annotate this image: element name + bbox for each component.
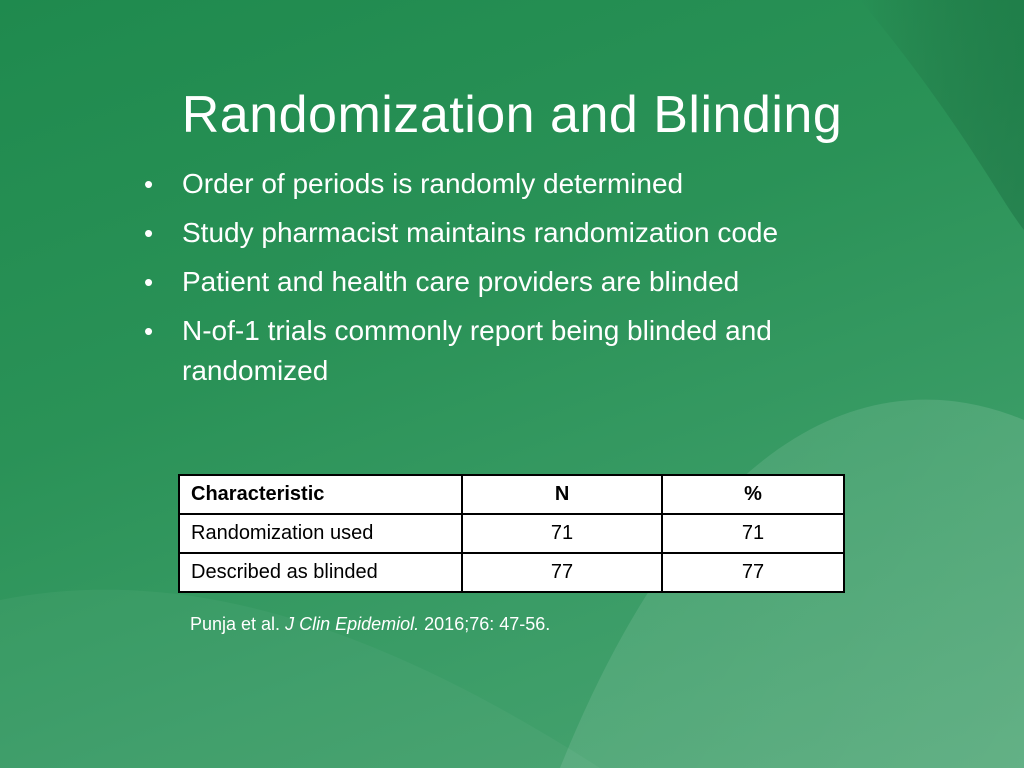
bullet-text: N-of-1 trials commonly report being blinded and randomized xyxy=(182,315,772,386)
bullet-dot-icon: • xyxy=(144,218,154,248)
bullet-text: Order of periods is randomly determined xyxy=(182,168,684,199)
citation xyxy=(190,614,550,635)
bullet-item xyxy=(142,311,882,391)
header-percent: % xyxy=(662,475,844,514)
bullet-text: Study pharmacist maintains randomization code xyxy=(182,217,779,248)
bullet-item xyxy=(142,262,882,302)
bullet-dot-icon: • xyxy=(144,316,154,346)
table-row xyxy=(179,514,844,553)
table-header-row xyxy=(179,475,844,514)
cell-characteristic: Described as blinded xyxy=(179,553,462,592)
table-row xyxy=(179,553,844,592)
header-n: N xyxy=(462,475,662,514)
bullet-list xyxy=(142,164,882,400)
bullet-item xyxy=(142,164,882,204)
slide-title: Randomization and Blinding xyxy=(181,85,843,144)
cell-percent: 77 xyxy=(662,553,844,592)
cell-n: 77 xyxy=(462,553,662,592)
cell-characteristic: Randomization used xyxy=(179,514,462,553)
results-table xyxy=(178,474,845,593)
bullet-dot-icon: • xyxy=(144,267,154,297)
citation-details: 2016;76: 47-56. xyxy=(424,614,551,634)
bullet-dot-icon: • xyxy=(144,169,154,199)
citation-authors: Punja et al. xyxy=(190,614,281,634)
citation-journal: J Clin Epidemiol. xyxy=(285,614,420,634)
header-characteristic: Characteristic xyxy=(179,475,462,514)
cell-percent: 71 xyxy=(662,514,844,553)
bullet-item xyxy=(142,213,882,253)
bullet-text: Patient and health care providers are blinded xyxy=(182,266,740,297)
cell-n: 71 xyxy=(462,514,662,553)
